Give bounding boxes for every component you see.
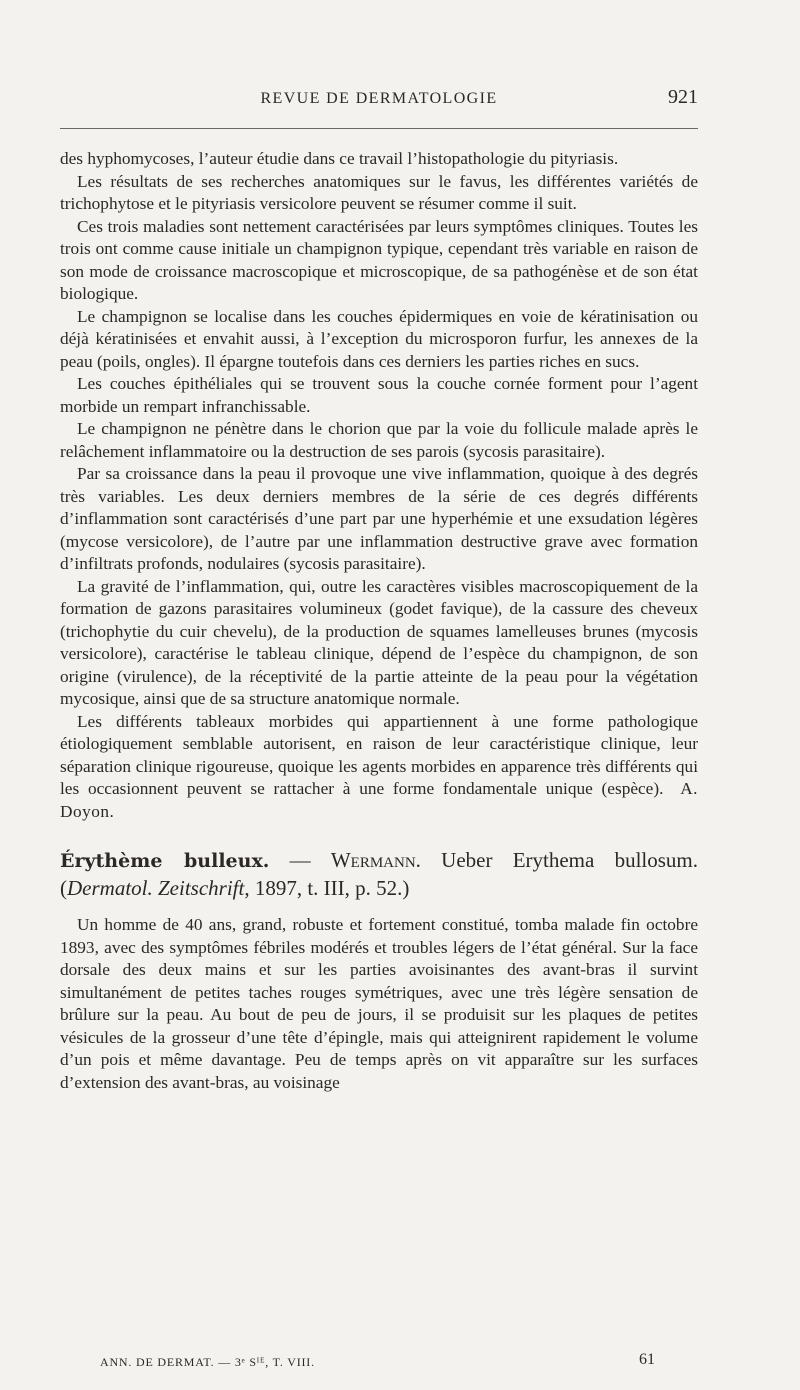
paragraph-with-signature xyxy=(60,711,698,824)
page-number: 921 xyxy=(668,86,698,108)
paragraph-text: Les différents tableaux morbides qui appartiennent à une forme pathologique étiologiquement semblable autorisent, en raison de leur caractéristique clinique, leur séparation clinique rigoureuse, quoique les agents morbides en apparence très différents qui les occasionnent peuvent se rattacher à une forme fondamentale unique (espèce). xyxy=(60,711,698,798)
signature-text: A. Doyon. xyxy=(60,779,698,821)
section-heading xyxy=(60,847,698,902)
running-head: REVUE DE DERMATOLOGIE xyxy=(260,90,498,107)
header-rule xyxy=(60,128,698,129)
page-header xyxy=(60,86,698,116)
journal-name: Dermatol. Zeitschrift xyxy=(67,876,245,900)
footer-citation: ANN. DE DERMAT. — 3ᵉ Sᴵᴱ, T. VIII. xyxy=(100,1355,315,1369)
section-title: Érythème bulleux. xyxy=(60,850,270,872)
paragraph: Ces trois maladies sont nettement caractérisées par leurs symptômes cliniques. Toutes les trois ont comme cause initiale un champignon typique, cependant très variable en raison de son mode de croissance macroscopique et microscopique, de sa pathogénèse et de son état biologique. xyxy=(60,216,698,303)
paragraph: Un homme de 40 ans, grand, robuste et fortement constitué, tomba malade fin octobre 1893, avec des symptômes fébriles modérés et troubles légers de l’état général. Sur la face dorsale des deux mains et sur les parties avoisinantes des avant-bras il survint simultanément de petites taches rouges symétriques, avec une très légère sensation de brûlure sur la peau. Au bout de peu de jours, il se produisit sur les plaques de petites vésicules de la grosseur d’une tête d’épingle, mais qui atteignirent rapidement le volume d’un pois et même davantage. Peu de temps après on vit apparaître sur les surfaces d’extension des avant-bras, au voisinage xyxy=(60,915,698,1092)
article-body xyxy=(60,148,698,1094)
paragraph: des hyphomycoses, l’auteur étudie dans ce travail l’histopathologie du pityriasis. xyxy=(60,149,619,168)
paragraph: La gravité de l’inflammation, qui, outre les caractères visibles macroscopiquement de la formation de gazons parasitaires volumineux (godet favique), de la cassure des cheveux (trichophytie du cuir chevelu), de la production de squames lamelleuses brunes (mycosis versicolore), caractérise le tableau clinique, dépend de l’espèce du champignon, de son origine (virulence), de la réceptivité de la partie atteinte de la peau pour la végétation mycosique, ainsi que de sa structure anatomique normale. xyxy=(60,576,698,708)
paragraph: Le champignon se localise dans les couches épidermiques en voie de kératinisation ou déjà kératinisées et envahit aussi, à l’exception du microsporon furfur, les annexes de la peau (poils, ongles). Il épargne toutefois dans ces derniers les parties riches en sucs. xyxy=(60,306,698,371)
paragraph: Les couches épithéliales qui se trouvent sous la couche cornée forment pour l’agent morbide un rempart infranchissable. xyxy=(60,374,698,416)
article-author: Wermann. xyxy=(330,848,421,872)
paragraph: Par sa croissance dans la peau il provoque une vive inflammation, quoique à des degrés très variables. Les deux derniers membres de la série de ces degrés différents d’inflammation sont caractérisés d’une part par une hyperhémie et une exsudation légères (mycose versicolore), de l’autre par une inflammation destructive grave avec formation d’infiltrats profonds, nodulaires (sycosis parasitaire). xyxy=(60,464,698,573)
heading-dash: — xyxy=(269,848,331,872)
page-footer xyxy=(100,1351,655,1370)
citation: , 1897, t. III, p. 52.) xyxy=(244,876,410,900)
paragraph: Les résultats de ses recherches anatomiques sur le favus, les différentes variétés de trichophytose et le pityriasis versicolore peuvent se résumer comme il suit. xyxy=(60,171,698,213)
article-title: Ueber Erythema bullosum. ( xyxy=(60,848,698,900)
paragraph: Le champignon ne pénètre dans le chorion que par la voie du follicule malade après le relâchement inflammatoire ou la destruction de ses parois (sycosis parasitaire). xyxy=(60,419,698,461)
footer-signature-mark: 61 xyxy=(639,1351,655,1368)
